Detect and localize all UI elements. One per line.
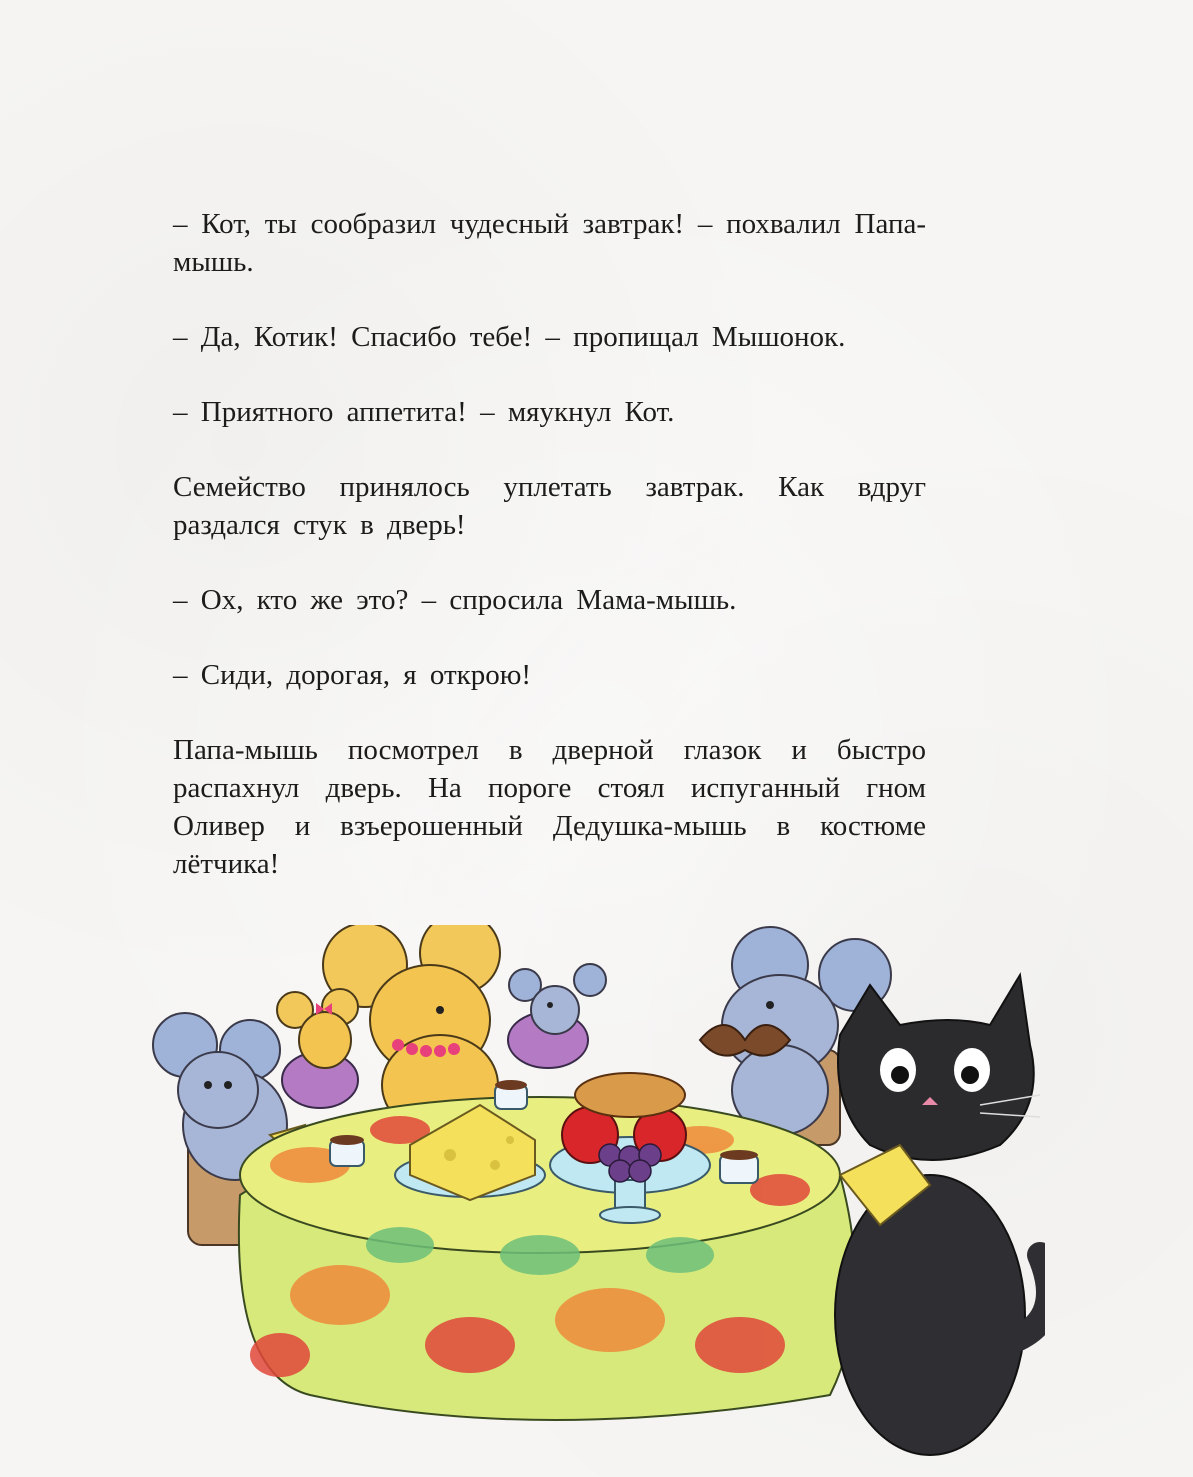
paragraph-6: – Сиди, дорогая, я открою! [173, 659, 532, 691]
paragraph-7: Папа-мышь посмотрел в дверной глазок и быстро распахнул дверь. На пороге стоял испуганный гном Оливер и взъерошенный Дедушка-мышь в костюме лётчика! [173, 734, 926, 880]
paragraph-2: – Да, Котик! Спасибо тебе! – пропищал Мышонок. [173, 321, 846, 353]
black-cat [835, 975, 1045, 1455]
baby-yellow-mouse [277, 989, 358, 1108]
paragraph-3: – Приятного аппетита! – мяукнул Кот. [173, 396, 675, 428]
breakfast-illustration [140, 925, 1045, 1470]
teacup-center [495, 1080, 527, 1109]
teacup-right [720, 1150, 758, 1183]
baby-blue-mouse [508, 964, 606, 1068]
paragraph-4: Семейство принялось уплетать завтрак. Как вдруг раздался стук в дверь! [173, 471, 926, 541]
paragraph-1: – Кот, ты сообразил чудесный завтрак! – похвалил Папа-мышь. [173, 208, 926, 278]
story-text [173, 205, 926, 920]
teacup-left [330, 1135, 364, 1166]
paragraph-5: – Ох, кто же это? – спросила Мама-мышь. [173, 584, 737, 616]
